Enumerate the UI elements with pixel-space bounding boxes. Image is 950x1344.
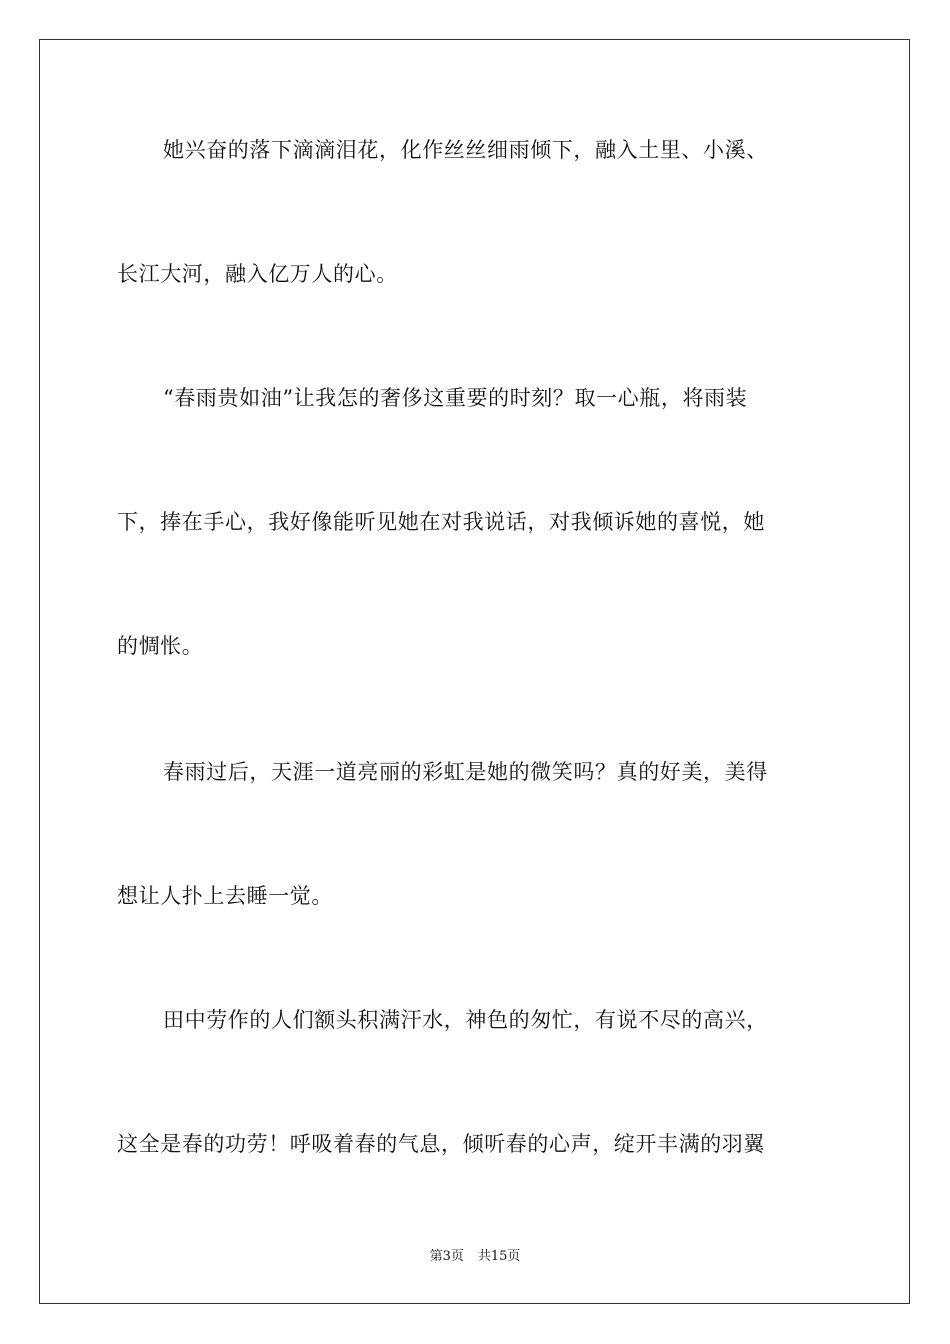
paragraph-line: 的惆怅。 [117,634,204,658]
page-number: 第3页 [429,1249,464,1264]
paragraph-line: 春雨过后，天涯一道亮丽的彩虹是她的微笑吗？真的好美，美得 [163,760,768,784]
paragraph-line: “春雨贵如油”让我怎的奢侈这重要的时刻？取一心瓶，将雨装 [163,386,748,410]
page-total: 共15页 [477,1249,521,1264]
page-border [39,39,910,1304]
paragraph-line: 这全是春的功劳！呼吸着春的气息，倾听春的心声，绽开丰满的羽翼 [117,1132,765,1156]
page-footer [0,1248,950,1266]
paragraph-line: 想让人扑上去睡一觉。 [117,884,333,908]
paragraph-line: 下，捧在手心，我好像能听见她在对我说话，对我倾诉她的喜悦，她 [117,510,765,534]
paragraph-line: 她兴奋的落下滴滴泪花，化作丝丝细雨倾下，融入土里、小溪、 [163,138,768,162]
paragraph-line: 田中劳作的人们额头积满汗水，神色的匆忙，有说不尽的高兴， [163,1008,768,1032]
paragraph-line: 长江大河，融入亿万人的心。 [117,262,398,286]
